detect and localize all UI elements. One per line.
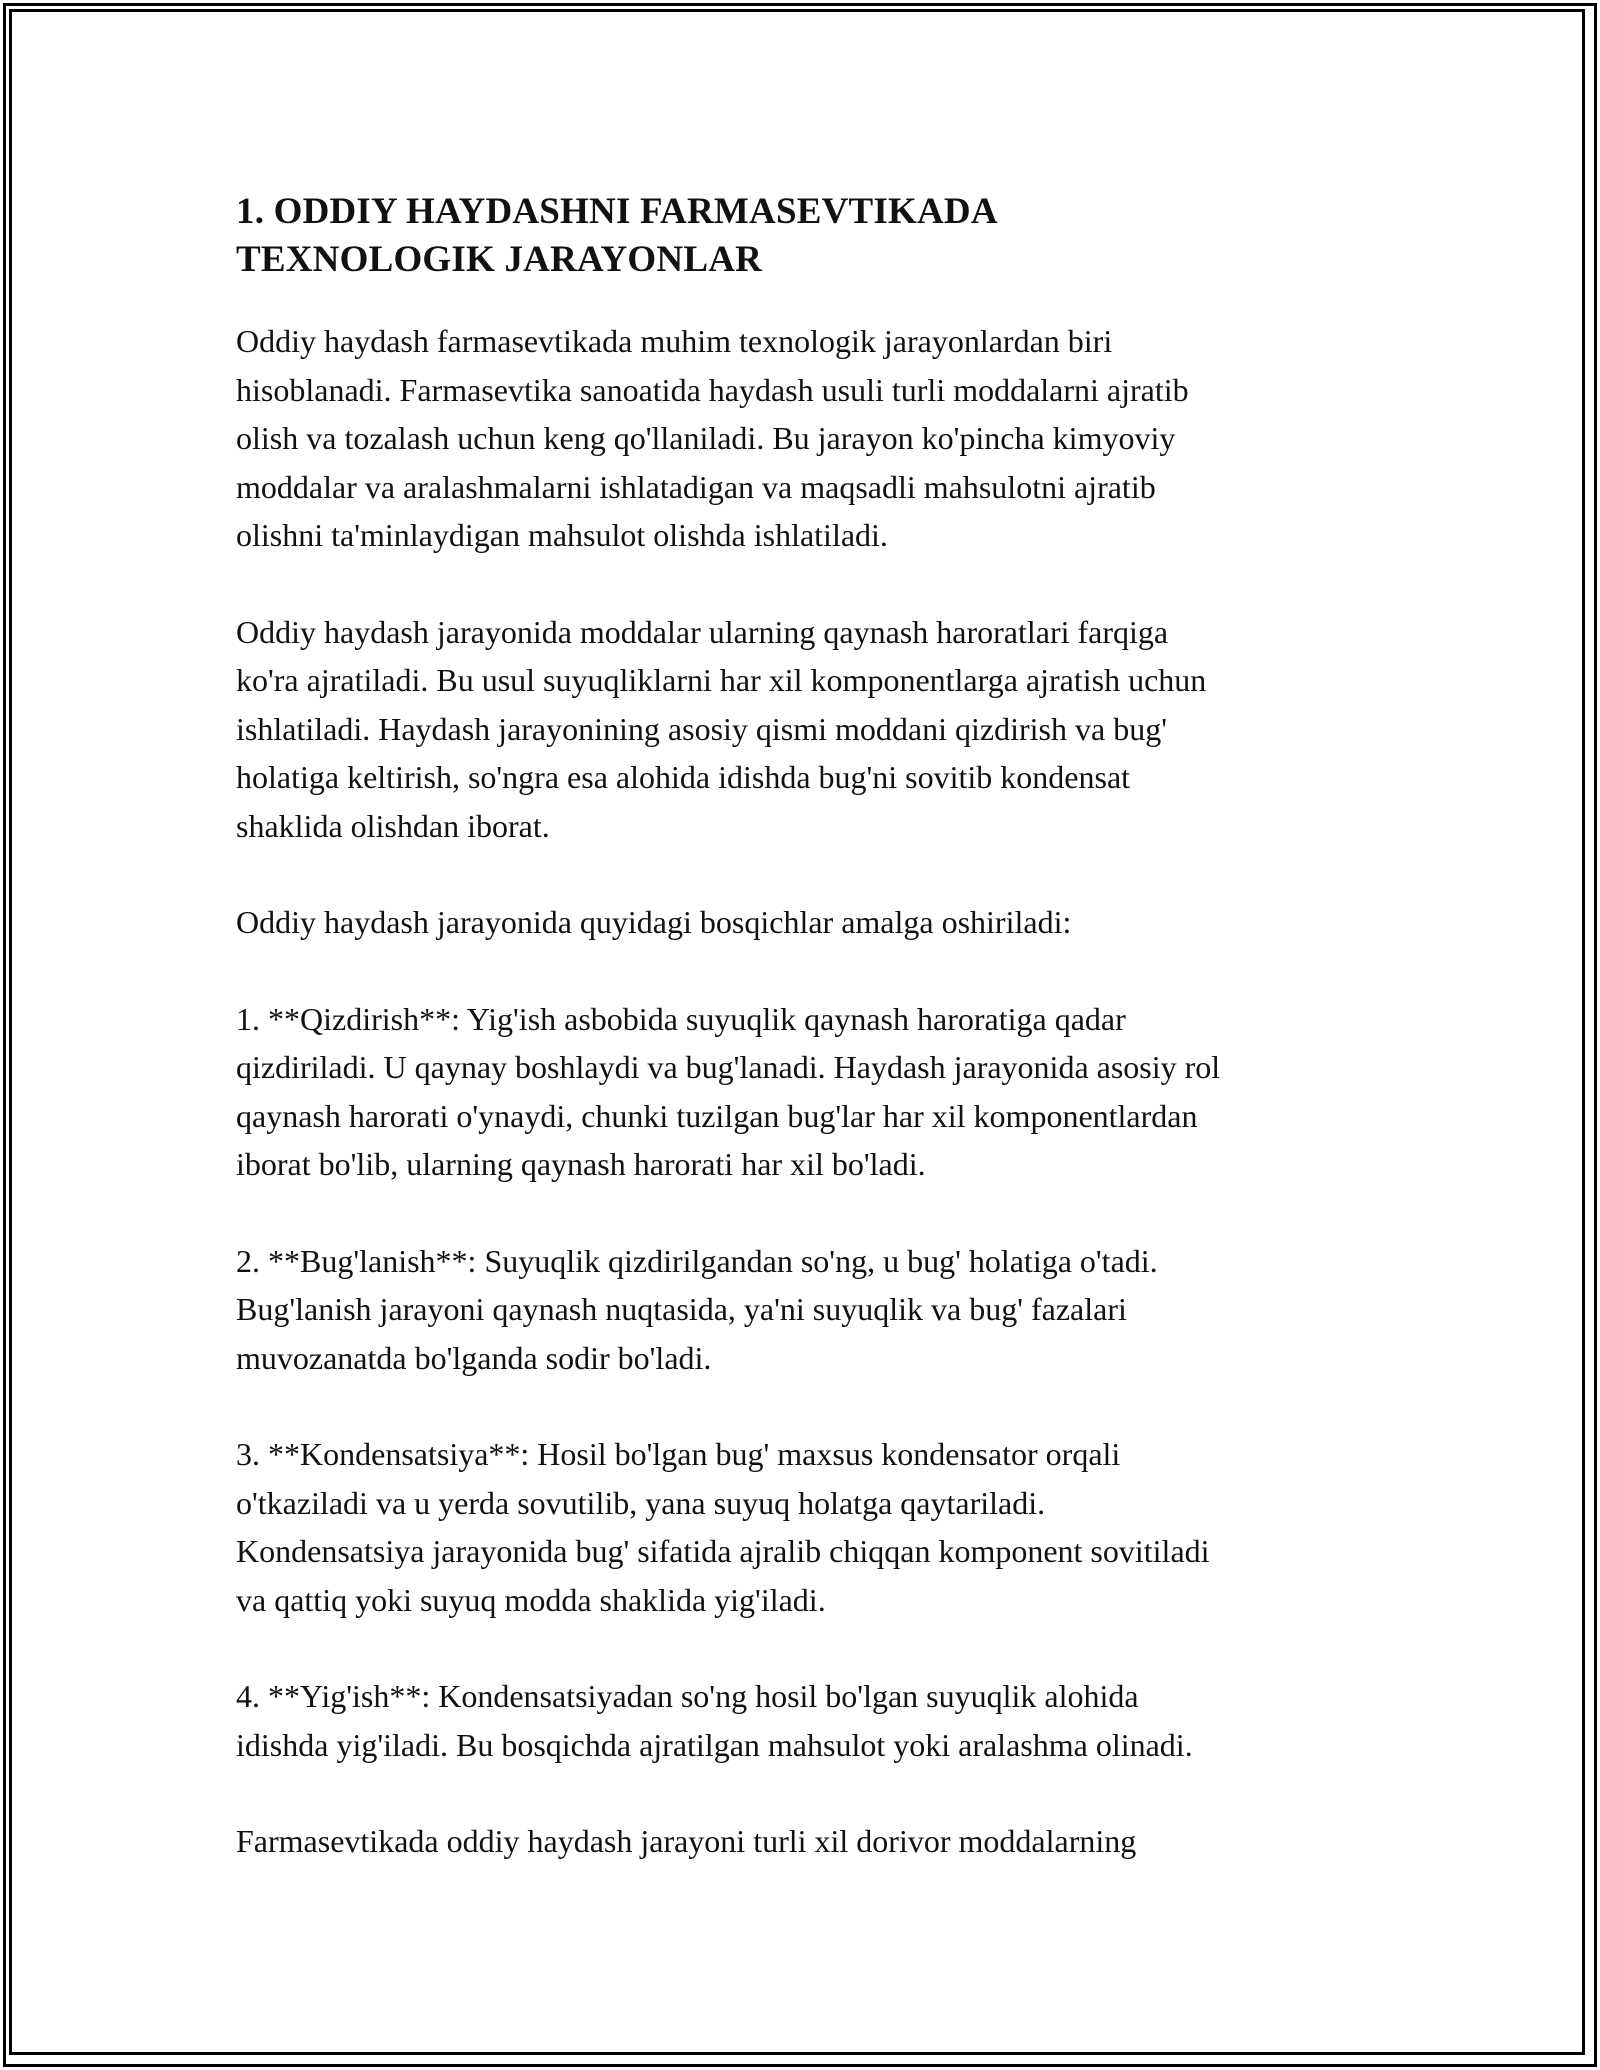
paragraph-step-4 <box>236 1672 1376 1769</box>
paragraph-step-1 <box>236 995 1376 1189</box>
text-line: qaynash harorati o'ynaydi, chunki tuzilgan bug'lar har xil komponentlardan <box>236 1097 1198 1134</box>
text-line: olish va tozalash uchun keng qo'llaniladi. Bu jarayon ko'pincha kimyoviy <box>236 420 1176 456</box>
text-line: Oddiy haydash farmasevtikada muhim texnologik jarayonlardan biri <box>236 323 1113 359</box>
text-line: Oddiy haydash jarayonida quyidagi bosqichlar amalga oshiriladi: <box>236 904 1072 940</box>
text-line: shaklida olishdan iborat. <box>236 807 550 844</box>
text-line: o'tkaziladi va u yerda sovutilib, yana suyuq holatga qaytariladi. <box>236 1484 1046 1521</box>
document-body <box>236 317 1376 1866</box>
document-page <box>236 188 1376 1866</box>
title-line: 1. ODDIY HAYDASHNI FARMASEVTIKADA <box>236 191 998 232</box>
text-line: qizdiriladi. U qaynay boshlaydi va bug'lanadi. Haydash jarayonida asosiy rol <box>236 1049 1221 1085</box>
paragraph-separation <box>236 608 1376 851</box>
text-line: ko'ra ajratiladi. Bu usul suyuqliklarni har xil komponentlarga ajratish uchun <box>236 662 1207 698</box>
text-line: 2. **Bug'lanish**: Suyuqlik qizdirilgandan so'ng, u bug' holatiga o'tadi. <box>236 1242 1158 1279</box>
text-line: muvozanatda bo'lganda sodir bo'ladi. <box>236 1339 712 1376</box>
title-line: TEXNOLOGIK JARAYONLAR <box>236 239 763 280</box>
text-line: moddalar va aralashmalarni ishlatadigan va maqsadli mahsulotni ajratib <box>236 468 1156 505</box>
document-title <box>236 188 1376 284</box>
text-line: olishni ta'minlaydigan mahsulot olishda ishlatiladi. <box>236 517 888 553</box>
paragraph-intro <box>236 317 1376 560</box>
text-line: Kondensatsiya jarayonida bug' sifatida ajralib chiqqan komponent sovitiladi <box>236 1533 1210 1569</box>
text-line: holatiga keltirish, so'ngra esa alohida idishda bug'ni sovitib kondensat <box>236 759 1131 795</box>
text-line: idishda yig'iladi. Bu bosqichda ajratilgan mahsulot yoki aralashma olinadi. <box>236 1726 1193 1763</box>
text-line: Bug'lanish jarayoni qaynash nuqtasida, ya'ni suyuqlik va bug' fazalari <box>236 1291 1127 1327</box>
paragraph-step-2 <box>236 1237 1376 1383</box>
text-line: 4. **Yig'ish**: Kondensatsiyadan so'ng hosil bo'lgan suyuqlik alohida <box>236 1678 1139 1714</box>
text-line: iborat bo'lib, ularning qaynash harorati har xil bo'ladi. <box>236 1146 926 1182</box>
paragraph-closing <box>236 1817 1376 1866</box>
text-line: 1. **Qizdirish**: Yig'ish asbobida suyuqlik qaynash haroratiga qadar <box>236 1000 1126 1037</box>
text-line: hisoblanadi. Farmasevtika sanoatida haydash usuli turli moddalarni ajratib <box>236 371 1189 408</box>
text-line: 3. **Kondensatsiya**: Hosil bo'lgan bug' maxsus kondensator orqali <box>236 1436 1121 1472</box>
text-line: ishlatiladi. Haydash jarayonining asosiy qismi moddani qizdirish va bug' <box>236 710 1167 747</box>
text-line: Farmasevtikada oddiy haydash jarayoni turli xil dorivor moddalarning <box>236 1823 1137 1859</box>
text-line: va qattiq yoki suyuq modda shaklida yig'iladi. <box>236 1581 826 1618</box>
text-line: Oddiy haydash jarayonida moddalar ularning qaynash haroratlari farqiga <box>236 613 1169 650</box>
paragraph-step-3 <box>236 1430 1376 1624</box>
paragraph-stages-intro <box>236 898 1376 947</box>
